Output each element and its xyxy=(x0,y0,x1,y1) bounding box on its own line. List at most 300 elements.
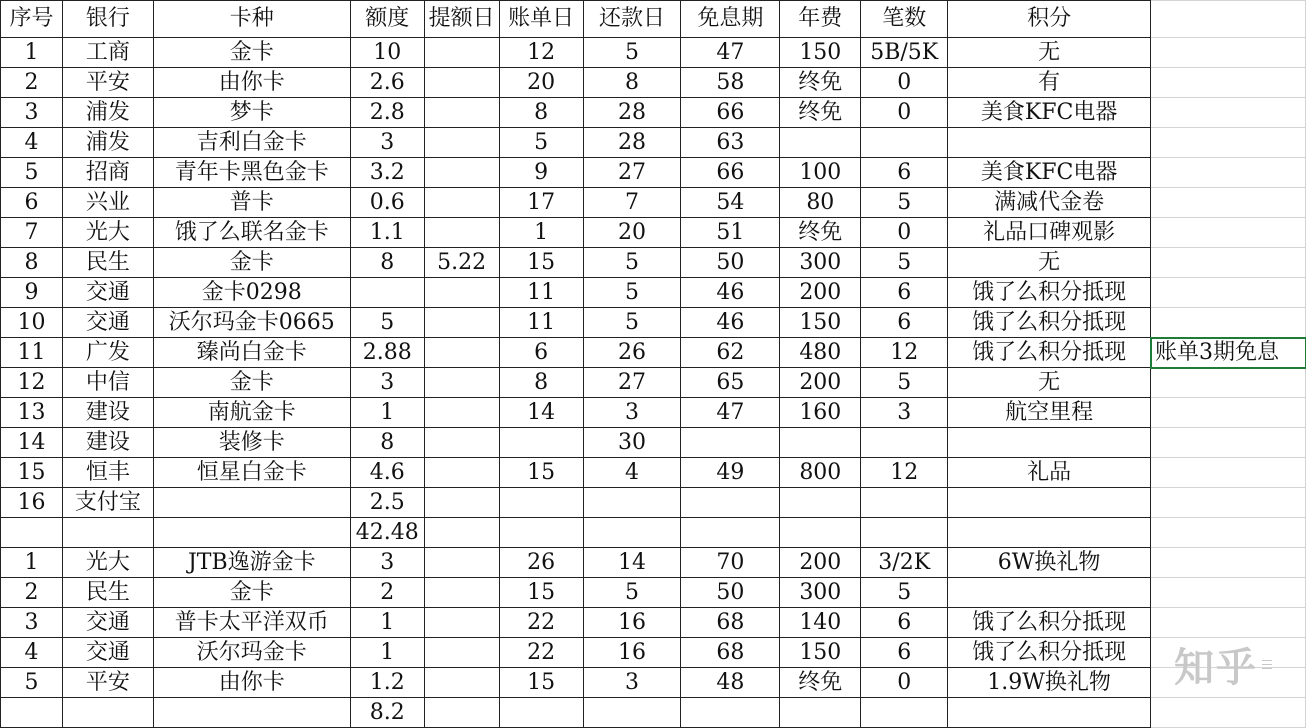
table-cell[interactable]: 27 xyxy=(583,368,681,398)
table-cell[interactable] xyxy=(1151,458,1306,488)
table-cell[interactable] xyxy=(424,218,499,248)
table-cell[interactable]: 浦发 xyxy=(62,98,153,128)
table-cell[interactable] xyxy=(1151,308,1306,338)
table-cell[interactable]: 9 xyxy=(499,158,583,188)
table-cell[interactable]: 3 xyxy=(583,668,681,698)
table-cell[interactable]: 交通 xyxy=(62,638,153,668)
table-cell[interactable]: 5 xyxy=(583,278,681,308)
table-cell[interactable] xyxy=(1151,698,1306,728)
table-cell[interactable]: 58 xyxy=(681,68,780,98)
table-cell[interactable] xyxy=(424,578,499,608)
table-cell[interactable] xyxy=(424,368,499,398)
table-cell[interactable]: 6 xyxy=(861,308,948,338)
table-cell[interactable] xyxy=(424,458,499,488)
table-cell[interactable] xyxy=(153,698,350,728)
table-cell[interactable]: 终免 xyxy=(780,668,861,698)
table-cell[interactable] xyxy=(1151,518,1306,548)
table-cell[interactable] xyxy=(861,698,948,728)
table-cell[interactable]: 交通 xyxy=(62,308,153,338)
table-cell[interactable]: 4 xyxy=(583,458,681,488)
table-cell[interactable] xyxy=(424,188,499,218)
table-cell[interactable]: 47 xyxy=(681,38,780,68)
table-cell[interactable]: 22 xyxy=(499,608,583,638)
table-cell[interactable]: 2 xyxy=(1,68,63,98)
table-row xyxy=(1,368,1306,398)
table-cell[interactable]: 8.2 xyxy=(350,698,424,728)
table-cell[interactable] xyxy=(1,698,63,728)
table-cell[interactable]: 6W换礼物 xyxy=(948,548,1151,578)
table-cell[interactable]: 终免 xyxy=(780,68,861,98)
table-cell[interactable]: 金卡0298 xyxy=(153,278,350,308)
table-cell[interactable]: 200 xyxy=(780,548,861,578)
table-cell[interactable] xyxy=(948,488,1151,518)
table-cell[interactable]: 1.2 xyxy=(350,668,424,698)
table-cell[interactable]: 48 xyxy=(681,668,780,698)
table-cell[interactable]: 20 xyxy=(499,68,583,98)
table-cell[interactable]: 终免 xyxy=(780,98,861,128)
table-cell[interactable]: 工商 xyxy=(62,38,153,68)
table-cell[interactable] xyxy=(1151,248,1306,278)
table-cell[interactable] xyxy=(1151,188,1306,218)
table-cell[interactable] xyxy=(861,428,948,458)
table-cell[interactable]: 20 xyxy=(583,218,681,248)
table-cell[interactable]: 5.22 xyxy=(424,248,499,278)
table-cell[interactable]: 8 xyxy=(350,248,424,278)
table-row xyxy=(1,428,1306,458)
table-cell[interactable] xyxy=(424,338,499,368)
table-cell[interactable]: 3.2 xyxy=(350,158,424,188)
table-cell[interactable]: 广发 xyxy=(62,338,153,368)
table-cell[interactable]: 金卡 xyxy=(153,38,350,68)
table-cell[interactable]: 63 xyxy=(681,128,780,158)
table-cell[interactable]: 6 xyxy=(861,638,948,668)
table-cell[interactable]: JTB逸游金卡 xyxy=(153,548,350,578)
table-cell[interactable]: 5 xyxy=(583,308,681,338)
table-cell[interactable]: 支付宝 xyxy=(62,488,153,518)
table-cell[interactable]: 28 xyxy=(583,128,681,158)
table-cell[interactable] xyxy=(424,38,499,68)
table-cell[interactable]: 15 xyxy=(499,578,583,608)
table-cell[interactable]: 5B/5K xyxy=(861,38,948,68)
table-cell[interactable]: 由你卡 xyxy=(153,68,350,98)
table-cell[interactable]: 11 xyxy=(499,308,583,338)
table-cell[interactable]: 中信 xyxy=(62,368,153,398)
table-row xyxy=(1,68,1306,98)
table-cell[interactable] xyxy=(1151,398,1306,428)
table-cell[interactable] xyxy=(948,128,1151,158)
table-cell[interactable] xyxy=(948,578,1151,608)
table-cell[interactable]: 3/2K xyxy=(861,548,948,578)
table-cell[interactable] xyxy=(62,518,153,548)
table-cell[interactable]: 62 xyxy=(681,338,780,368)
table-cell[interactable]: 46 xyxy=(681,308,780,338)
table-cell[interactable]: 0 xyxy=(861,98,948,128)
table-cell[interactable] xyxy=(583,698,681,728)
table-cell[interactable] xyxy=(681,698,780,728)
table-cell[interactable]: 70 xyxy=(681,548,780,578)
table-cell[interactable]: 47 xyxy=(681,398,780,428)
table-cell[interactable]: 13 xyxy=(1,398,63,428)
table-cell[interactable]: 臻尚白金卡 xyxy=(153,338,350,368)
table-cell[interactable]: 6 xyxy=(1,188,63,218)
table-cell[interactable]: 26 xyxy=(583,338,681,368)
table-cell[interactable]: 16 xyxy=(583,608,681,638)
table-cell[interactable]: 150 xyxy=(780,308,861,338)
table-cell[interactable]: 2 xyxy=(350,578,424,608)
table-cell[interactable]: 8 xyxy=(499,368,583,398)
table-cell[interactable]: 建设 xyxy=(62,428,153,458)
table-cell[interactable]: 3 xyxy=(583,398,681,428)
table-cell[interactable]: 7 xyxy=(1,218,63,248)
table-cell[interactable]: 装修卡 xyxy=(153,428,350,458)
table-cell[interactable]: 46 xyxy=(681,278,780,308)
table-cell[interactable] xyxy=(780,428,861,458)
table-cell[interactable] xyxy=(681,488,780,518)
table-cell[interactable]: 9 xyxy=(1,278,63,308)
table-cell[interactable]: 11 xyxy=(1,338,63,368)
table-cell[interactable] xyxy=(424,428,499,458)
table-cell[interactable]: 1 xyxy=(1,548,63,578)
table-cell[interactable]: 66 xyxy=(681,98,780,128)
table-cell[interactable]: 22 xyxy=(499,638,583,668)
table-cell[interactable]: 无 xyxy=(948,248,1151,278)
column-header[interactable]: 序号 xyxy=(1,1,63,38)
table-cell[interactable]: 礼品口碑观影 xyxy=(948,218,1151,248)
zhihu-watermark xyxy=(1174,636,1272,693)
table-cell[interactable]: 12 xyxy=(1,368,63,398)
table-cell[interactable]: 6 xyxy=(861,158,948,188)
table-cell[interactable] xyxy=(1151,428,1306,458)
table-cell[interactable] xyxy=(424,68,499,98)
table-row xyxy=(1,158,1306,188)
table-cell[interactable]: 1 xyxy=(350,398,424,428)
table-row xyxy=(1,308,1306,338)
table-cell[interactable]: 5 xyxy=(583,248,681,278)
table-cell[interactable]: 49 xyxy=(681,458,780,488)
table-cell[interactable]: 饿了么积分抵现 xyxy=(948,338,1151,368)
table-cell[interactable]: 68 xyxy=(681,608,780,638)
table-cell[interactable]: 300 xyxy=(780,578,861,608)
table-cell[interactable]: 11 xyxy=(499,278,583,308)
table-cell[interactable] xyxy=(780,128,861,158)
table-cell[interactable]: 礼品 xyxy=(948,458,1151,488)
table-cell[interactable]: 5 xyxy=(583,38,681,68)
table-cell[interactable]: 200 xyxy=(780,368,861,398)
table-cell[interactable]: 8 xyxy=(350,428,424,458)
table-cell[interactable]: 建设 xyxy=(62,398,153,428)
table-cell[interactable]: 200 xyxy=(780,278,861,308)
table-cell[interactable]: 3 xyxy=(350,548,424,578)
table-cell[interactable]: 由你卡 xyxy=(153,668,350,698)
column-header[interactable]: 笔数 xyxy=(861,1,948,38)
table-cell[interactable]: 2 xyxy=(1,578,63,608)
table-cell[interactable]: 民生 xyxy=(62,248,153,278)
table-cell[interactable]: 美食KFC电器 xyxy=(948,158,1151,188)
table-cell[interactable]: 吉利白金卡 xyxy=(153,128,350,158)
table-cell[interactable]: 150 xyxy=(780,638,861,668)
table-cell[interactable] xyxy=(1151,488,1306,518)
table-cell[interactable]: 8 xyxy=(583,68,681,98)
table-cell[interactable]: 饿了么积分抵现 xyxy=(948,608,1151,638)
table-cell[interactable]: 80 xyxy=(780,188,861,218)
table-cell[interactable]: 27 xyxy=(583,158,681,188)
table-cell[interactable] xyxy=(1151,158,1306,188)
table-cell[interactable]: 招商 xyxy=(62,158,153,188)
table-cell[interactable]: 饿了么积分抵现 xyxy=(948,308,1151,338)
table-cell[interactable]: 160 xyxy=(780,398,861,428)
column-header[interactable]: 积分 xyxy=(948,1,1151,38)
column-header[interactable]: 银行 xyxy=(62,1,153,38)
table-cell[interactable]: 14 xyxy=(1,428,63,458)
table-cell[interactable] xyxy=(153,488,350,518)
table-cell[interactable] xyxy=(424,608,499,638)
table-cell[interactable] xyxy=(1151,98,1306,128)
table-cell[interactable]: 航空里程 xyxy=(948,398,1151,428)
table-cell[interactable] xyxy=(62,698,153,728)
table-cell[interactable]: 15 xyxy=(499,458,583,488)
table-cell[interactable]: 平安 xyxy=(62,68,153,98)
table-cell[interactable]: 300 xyxy=(780,248,861,278)
table-cell[interactable]: 美食KFC电器 xyxy=(948,98,1151,128)
table-cell[interactable]: 金卡 xyxy=(153,368,350,398)
table-cell[interactable]: 65 xyxy=(681,368,780,398)
table-cell[interactable]: 8 xyxy=(1,248,63,278)
table-cell[interactable] xyxy=(861,488,948,518)
table-cell[interactable]: 15 xyxy=(499,248,583,278)
table-cell[interactable]: 交通 xyxy=(62,608,153,638)
table-cell[interactable]: 4 xyxy=(1,638,63,668)
table-cell[interactable]: 68 xyxy=(681,638,780,668)
table-cell[interactable]: 2.8 xyxy=(350,98,424,128)
table-cell[interactable]: 1.9W换礼物 xyxy=(948,668,1151,698)
table-cell[interactable]: 恒丰 xyxy=(62,458,153,488)
table-cell[interactable]: 16 xyxy=(583,638,681,668)
table-cell[interactable]: 普卡太平洋双币 xyxy=(153,608,350,638)
table-row xyxy=(1,128,1306,158)
table-cell[interactable]: 0 xyxy=(861,668,948,698)
table-cell[interactable]: 3 xyxy=(1,98,63,128)
table-cell[interactable] xyxy=(681,518,780,548)
table-cell[interactable]: 3 xyxy=(1,608,63,638)
table-cell[interactable] xyxy=(424,488,499,518)
table-cell[interactable]: 42.48 xyxy=(350,518,424,548)
table-cell[interactable]: 终免 xyxy=(780,218,861,248)
table-cell[interactable] xyxy=(499,488,583,518)
table-cell[interactable]: 10 xyxy=(350,38,424,68)
table-cell[interactable] xyxy=(780,518,861,548)
table-cell[interactable] xyxy=(1151,1,1306,38)
table-cell[interactable]: 5 xyxy=(861,248,948,278)
table-cell[interactable] xyxy=(780,698,861,728)
table-cell[interactable] xyxy=(424,668,499,698)
table-cell[interactable]: 青年卡黑色金卡 xyxy=(153,158,350,188)
table-cell[interactable] xyxy=(780,488,861,518)
table-cell[interactable]: 7 xyxy=(583,188,681,218)
table-cell[interactable]: 浦发 xyxy=(62,128,153,158)
table-cell[interactable] xyxy=(424,638,499,668)
table-cell[interactable] xyxy=(1151,38,1306,68)
table-cell[interactable]: 光大 xyxy=(62,218,153,248)
table-cell[interactable] xyxy=(948,518,1151,548)
table-cell[interactable]: 1 xyxy=(1,38,63,68)
table-cell[interactable]: 15 xyxy=(1,458,63,488)
table-cell[interactable]: 150 xyxy=(780,38,861,68)
watermark-lines-icon xyxy=(1262,660,1272,669)
table-cell[interactable]: 5 xyxy=(861,368,948,398)
table-cell[interactable]: 15 xyxy=(499,668,583,698)
table-row xyxy=(1,398,1306,428)
table-cell[interactable]: 4.6 xyxy=(350,458,424,488)
table-cell[interactable]: 饿了么积分抵现 xyxy=(948,278,1151,308)
table-cell[interactable] xyxy=(499,428,583,458)
table-row xyxy=(1,548,1306,578)
table-cell[interactable]: 0.6 xyxy=(350,188,424,218)
table-cell[interactable] xyxy=(1151,218,1306,248)
table-cell[interactable]: 5 xyxy=(861,188,948,218)
table-cell[interactable]: 1 xyxy=(499,218,583,248)
table-cell[interactable]: 8 xyxy=(499,98,583,128)
table-cell[interactable] xyxy=(1151,278,1306,308)
table-cell[interactable] xyxy=(1151,68,1306,98)
table-cell[interactable]: 3 xyxy=(350,128,424,158)
table-cell[interactable]: 5 xyxy=(1,668,63,698)
table-cell[interactable]: 3 xyxy=(350,368,424,398)
table-cell[interactable]: 5 xyxy=(499,128,583,158)
table-cell[interactable]: 无 xyxy=(948,368,1151,398)
table-row xyxy=(1,608,1306,638)
table-cell[interactable]: 100 xyxy=(780,158,861,188)
table-cell[interactable]: 有 xyxy=(948,68,1151,98)
table-cell[interactable]: 5 xyxy=(1,158,63,188)
table-cell[interactable]: 12 xyxy=(861,458,948,488)
table-cell[interactable] xyxy=(1151,608,1306,638)
table-cell[interactable]: 5 xyxy=(350,308,424,338)
table-cell[interactable]: 3 xyxy=(861,398,948,428)
table-cell[interactable] xyxy=(424,548,499,578)
table-cell[interactable]: 1 xyxy=(350,608,424,638)
table-cell[interactable]: 交通 xyxy=(62,278,153,308)
table-cell[interactable]: 南航金卡 xyxy=(153,398,350,428)
column-header[interactable]: 提额日 xyxy=(424,1,499,38)
table-cell[interactable]: 12 xyxy=(861,338,948,368)
table-cell[interactable]: 50 xyxy=(681,248,780,278)
table-cell[interactable] xyxy=(583,518,681,548)
column-header[interactable]: 账单日 xyxy=(499,1,583,38)
table-cell[interactable] xyxy=(424,308,499,338)
table-row xyxy=(1,188,1306,218)
table-cell[interactable]: 4 xyxy=(1,128,63,158)
table-cell[interactable] xyxy=(861,128,948,158)
table-cell[interactable]: 6 xyxy=(499,338,583,368)
table-cell[interactable]: 6 xyxy=(861,608,948,638)
table-cell[interactable] xyxy=(153,518,350,548)
table-cell[interactable]: 民生 xyxy=(62,578,153,608)
table-cell[interactable] xyxy=(350,278,424,308)
table-cell[interactable]: 饿了么联名金卡 xyxy=(153,218,350,248)
table-cell[interactable] xyxy=(1,518,63,548)
column-header[interactable]: 额度 xyxy=(350,1,424,38)
table-cell[interactable]: 14 xyxy=(499,398,583,428)
table-cell[interactable]: 0 xyxy=(861,68,948,98)
table-cell[interactable]: 金卡 xyxy=(153,578,350,608)
table-cell[interactable] xyxy=(424,158,499,188)
table-cell[interactable] xyxy=(424,278,499,308)
table-cell[interactable]: 54 xyxy=(681,188,780,218)
table-cell[interactable]: 14 xyxy=(583,548,681,578)
table-cell[interactable] xyxy=(424,518,499,548)
table-cell[interactable]: 沃尔玛金卡 xyxy=(153,638,350,668)
table-cell[interactable]: 金卡 xyxy=(153,248,350,278)
table-cell[interactable] xyxy=(499,518,583,548)
table-cell[interactable]: 2.88 xyxy=(350,338,424,368)
table-cell[interactable]: 光大 xyxy=(62,548,153,578)
table-cell[interactable]: 普卡 xyxy=(153,188,350,218)
table-cell[interactable]: 平安 xyxy=(62,668,153,698)
table-cell[interactable] xyxy=(861,518,948,548)
table-cell[interactable]: 30 xyxy=(583,428,681,458)
table-cell[interactable]: 12 xyxy=(499,38,583,68)
table-cell[interactable]: 兴业 xyxy=(62,188,153,218)
table-row xyxy=(1,458,1306,488)
table-cell[interactable] xyxy=(681,428,780,458)
table-cell[interactable]: 5 xyxy=(861,578,948,608)
table-row xyxy=(1,488,1306,518)
table-cell[interactable]: 1 xyxy=(350,638,424,668)
table-cell[interactable] xyxy=(1151,368,1306,398)
table-cell[interactable]: 1.1 xyxy=(350,218,424,248)
column-header[interactable]: 还款日 xyxy=(583,1,681,38)
table-cell[interactable]: 140 xyxy=(780,608,861,638)
table-cell[interactable] xyxy=(948,428,1151,458)
table-cell[interactable]: 28 xyxy=(583,98,681,128)
table-cell[interactable]: 26 xyxy=(499,548,583,578)
table-cell[interactable]: 51 xyxy=(681,218,780,248)
table-cell[interactable] xyxy=(1151,128,1306,158)
table-cell[interactable]: 0 xyxy=(861,218,948,248)
column-header[interactable]: 免息期 xyxy=(681,1,780,38)
table-cell[interactable]: 6 xyxy=(861,278,948,308)
table-cell[interactable] xyxy=(1151,578,1306,608)
table-cell[interactable] xyxy=(424,398,499,428)
table-cell[interactable] xyxy=(499,698,583,728)
table-cell[interactable] xyxy=(1151,548,1306,578)
table-cell[interactable]: 2.6 xyxy=(350,68,424,98)
table-cell[interactable]: 480 xyxy=(780,338,861,368)
table-cell[interactable] xyxy=(424,128,499,158)
table-cell[interactable]: 2.5 xyxy=(350,488,424,518)
table-cell[interactable]: 66 xyxy=(681,158,780,188)
table-cell[interactable]: 梦卡 xyxy=(153,98,350,128)
table-cell[interactable]: 恒星白金卡 xyxy=(153,458,350,488)
table-cell[interactable] xyxy=(583,488,681,518)
table-cell[interactable]: 无 xyxy=(948,38,1151,68)
table-cell[interactable]: 50 xyxy=(681,578,780,608)
table-cell[interactable] xyxy=(424,698,499,728)
table-cell[interactable]: 16 xyxy=(1,488,63,518)
selected-note-cell[interactable]: 账单3期免息 xyxy=(1151,338,1306,368)
table-cell[interactable]: 沃尔玛金卡0665 xyxy=(153,308,350,338)
table-cell[interactable]: 17 xyxy=(499,188,583,218)
table-cell[interactable]: 800 xyxy=(780,458,861,488)
table-cell[interactable] xyxy=(424,98,499,128)
table-cell[interactable]: 5 xyxy=(583,578,681,608)
table-cell[interactable]: 饿了么积分抵现 xyxy=(948,638,1151,668)
column-header[interactable]: 卡种 xyxy=(153,1,350,38)
table-cell[interactable]: 满减代金卷 xyxy=(948,188,1151,218)
table-cell[interactable] xyxy=(948,698,1151,728)
table-cell[interactable]: 10 xyxy=(1,308,63,338)
column-header[interactable]: 年费 xyxy=(780,1,861,38)
